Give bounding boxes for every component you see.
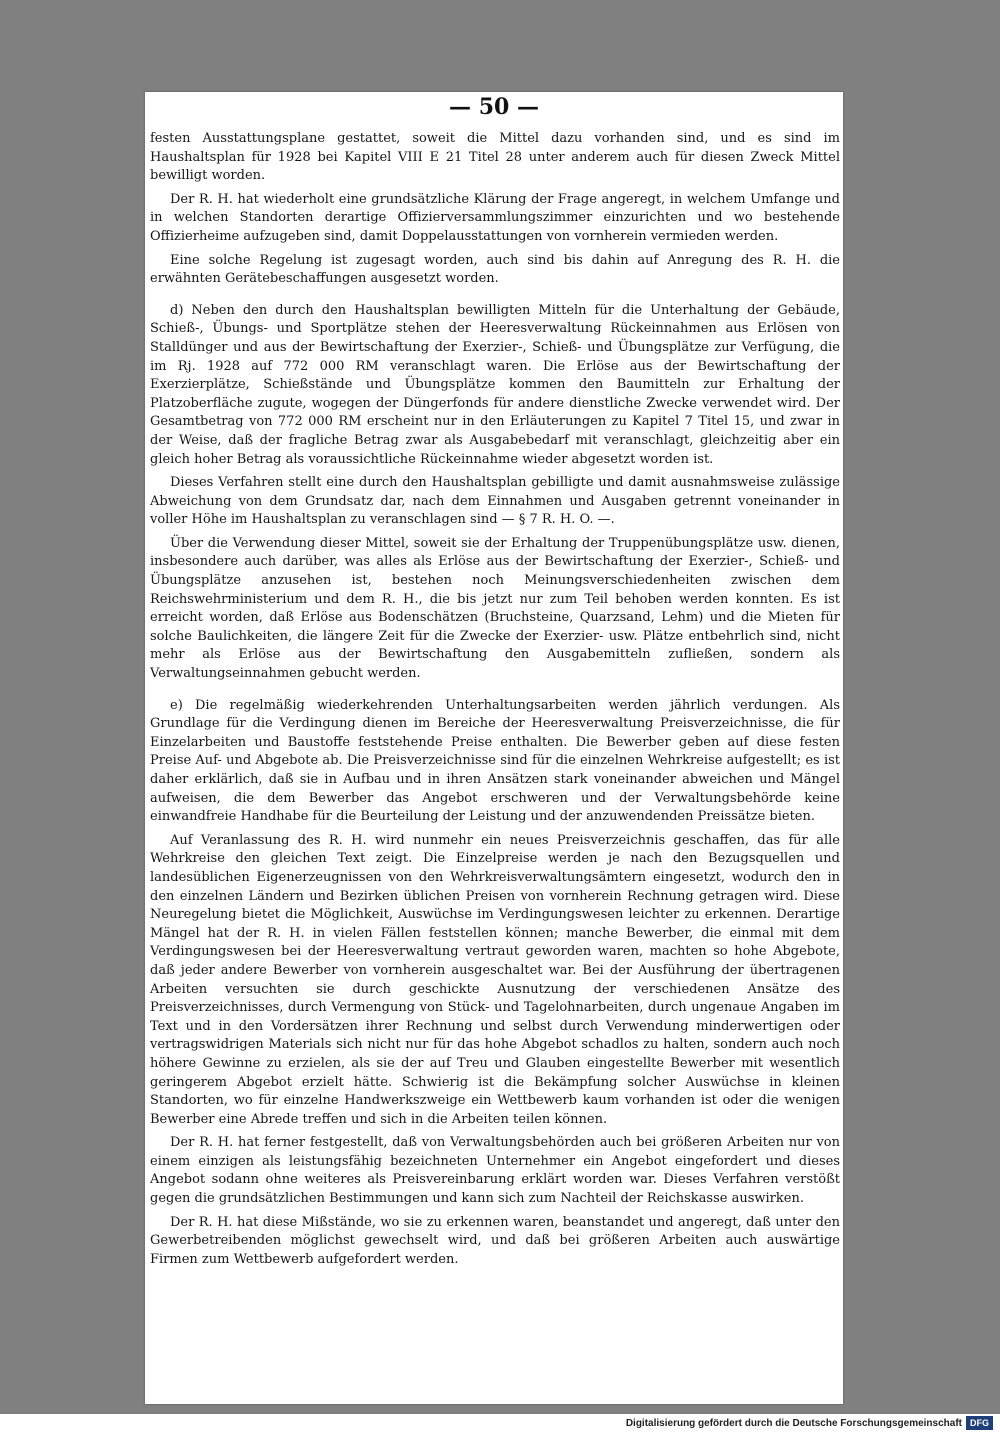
paragraph-2: Der R. H. hat wiederholt eine grundsätzliche Klärung der Frage angeregt, in welchem Umfange und in welchen Standorten derartige Offizierversammlungszimmer einzurichten und wo bestehende Offizierheime aufzugeben sind, damit Doppelausstattungen von vornherein vermieden werden.	[150, 191, 840, 244]
paragraph-1: festen Ausstattungsplane gestattet, soweit die Mittel dazu vorhanden sind, und es sind im Haushaltsplan für 1928 bei Kapitel VIII E 21 Titel 28 unter anderem auch für diesen Zweck Mittel bewilligt worden.	[150, 131, 840, 184]
paragraph-10: Der R. H. hat diese Mißstände, wo sie zu erkennen waren, beanstandet und angeregt, daß unter den Gewerbetreibenden möglichst gewechselt wird, und daß bei größeren Arbeiten auch auswärtige Firmen zum Wettbewerb aufgefordert werden.	[150, 1214, 840, 1267]
dfg-logo: DFG	[966, 1416, 993, 1430]
funding-credit: Digitalisierung gefördert durch die Deutsche Forschungsgemeinschaft	[625, 1418, 962, 1429]
page-body	[150, 130, 840, 1274]
page-number: — 50 —	[449, 94, 539, 120]
paragraph-6: Über die Verwendung dieser Mittel, soweit sie der Erhaltung der Truppenübungsplätze usw. dienen, insbesondere auch darüber, was alles als Erlöse aus der Bewirtschaftung der Exerzier-, Schieß- und Übungsplätze anzusehen ist, bestehen noch Meinungsverschiedenheiten zwischen dem Reichswehrministerium und dem R. H., die bis jetzt nur zum Teil behoben werden konnten. Es ist erreicht worden, daß Erlöse aus Bodenschätzen (Bruchsteine, Quarzsand, Lehm) und die Mieten für solche Baulichkeiten, die längere Zeit für die Zwecke der Exerzier- usw. Plätze entbehrlich sind, nicht mehr als Erlöse aus der Bewirtschaftung den Ausgabemitteln zufließen, sondern als Verwaltungseinnahmen gebucht werden.	[150, 535, 840, 682]
paragraph-8: Auf Veranlassung des R. H. wird nunmehr ein neues Preisverzeichnis geschaffen, das für alle Wehrkreise den gleichen Text zeigt. Die Einzelpreise werden je nach den Bezugsquellen und landesüblichen Eigenerzeugnissen von den Wehrkreisverwaltungsämtern eingesetzt, wodurch den in den einzelnen Ländern und Bezirken üblichen Preisen von vornherein Rechnung getragen wird. Diese Neuregelung bietet die Möglichkeit, Auswüchse im Verdingungswesen leichter zu erkennen. Derartige Mängel hat der R. H. in vielen Fällen feststellen können; manche Bewerber, die einmal mit dem Verdingungswesen bei der Heeresverwaltung vertraut geworden waren, machten so hohe Abgebote, daß jeder andere Bewerber von vornherein ausgeschaltet war. Bei der Ausführung der übertragenen Arbeiten versuchten sie durch geschickte Ausnutzung der verschiedenen Ansätze des Preisverzeichnisses, durch Vermengung von Stück- und Tagelohnarbeiten, durch ungenaue Angaben im Text und in den Vordersätzen ihrer Rechnung und selbst durch Verwendung minderwertigen oder vertragswidrigen Materials sich nicht nur für das hohe Abgebot schadlos zu halten, sondern auch noch höhere Gewinne zu erzielen, als sie der auf Treu und Glauben eingestellte Bewerber mit wesentlich geringerem Abgebot erzielt hätte. Schwierig ist die Bekämpfung solcher Auswüchse in kleinen Standorten, wo für einzelne Handwerkszweige ein Wettbewerb kaum vorhanden ist oder die wenigen Bewerber eine Abrede treffen und sich in die Arbeiten teilen können.	[150, 832, 840, 1127]
paragraph-5: Dieses Verfahren stellt eine durch den Haushaltsplan gebilligte und damit ausnahmsweise zulässige Abweichung von dem Grundsatz dar, nach dem Einnahmen und Ausgaben getrennt voneinander in voller Höhe im Haushaltsplan zu veranschlagen sind — § 7 R. H. O. —.	[150, 475, 840, 528]
document-page	[145, 92, 843, 1404]
footer-bar	[0, 1414, 1000, 1434]
paragraph-9: Der R. H. hat ferner festgestellt, daß von Verwaltungsbehörden auch bei größeren Arbeiten nur von einem einzigen als leistungsfähig bezeichneten Unternehmer ein Angebot eingefordert und dieses Angebot sodann ohne weiteres als Preisvereinbarung erklärt worden war. Dieses Verfahren verstößt gegen die grundsätzlichen Bestimmungen und kann sich zum Nachteil der Reichskasse auswirken.	[150, 1135, 840, 1207]
paragraph-3: Eine solche Regelung ist zugesagt worden, auch sind bis dahin auf Anregung des R. H. die erwähnten Gerätebeschaffungen ausgesetzt worden.	[150, 252, 840, 287]
paragraph-section-d: d) Neben den durch den Haushaltsplan bewilligten Mitteln für die Unterhaltung der Gebäude, Schieß-, Übungs- und Sportplätze stehen der Heeresverwaltung Rückeinnahmen aus Erlösen von Stalldünger und aus der Bewirtschaftung der Exerzier-, Schieß- und Übungsplätze zur Verfügung, die im Rj. 1928 auf 772 000 RM veranschlagt waren. Die Erlöse aus der Bewirtschaftung der Exerzierplätze, Schießstände und Übungsplätze kommen den Baumitteln zur Erhaltung der Platzoberfläche zugute, wogegen der Düngerfonds für andere dienstliche Zwecke verwendet wird. Der Gesamtbetrag von 772 000 RM erscheint nur in den Erläuterungen zu Kapitel 7 Titel 15, und zwar in der Weise, daß der fragliche Betrag zwar als Ausgabebedarf mit veranschlagt, gleichzeitig aber ein gleich hoher Betrag als voraussichtliche Rückeinnahme wieder abgesetzt worden ist.	[150, 302, 840, 467]
paragraph-section-e: e) Die regelmäßig wiederkehrenden Unterhaltungsarbeiten werden jährlich verdungen. Als Grundlage für die Verdingung dienen im Bereiche der Heeresverwaltung Preisverzeichnisse, die für Einzelarbeiten und Baustoffe feststehende Preise enthalten. Die Bewerber geben auf diese festen Preise Auf- und Abgebote ab. Die Preisverzeichnisse sind für die einzelnen Wehrkreise aufgestellt; es ist daher erklärlich, daß sie in Aufbau und in ihren Ansätzen stark voneinander abweichen und Mängel aufweisen, die dem Bewerber das Angebot erschweren und der Verwaltungsbehörde keine einwandfreie Handhabe für die Beurteilung der Leistung und der anzuwendenden Preissätze bieten.	[150, 697, 840, 825]
